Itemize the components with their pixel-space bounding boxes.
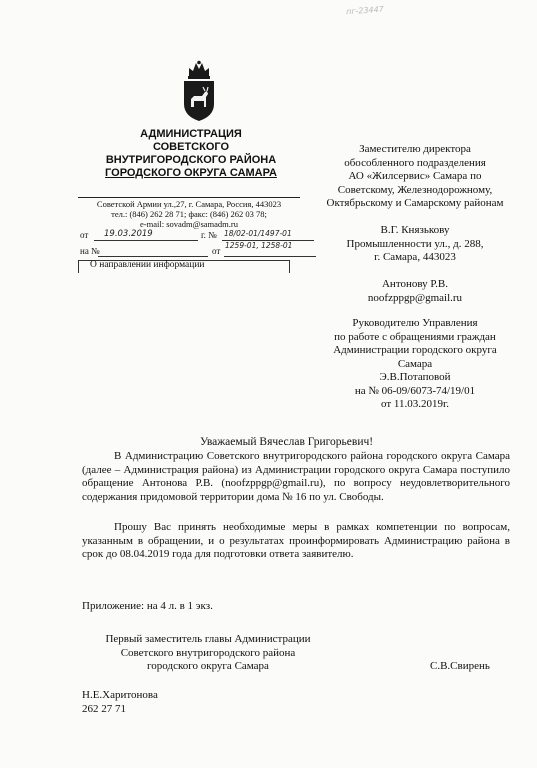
recipient-block-2	[300, 224, 530, 265]
recipient-block-4	[300, 317, 530, 412]
recipient-block-3	[300, 278, 530, 305]
from-date: 19.03.2019	[104, 229, 153, 239]
na-line	[98, 256, 208, 257]
recipient-block-1	[300, 143, 530, 211]
top-stamp: пг-23447	[345, 4, 385, 17]
email-line: e-mail: sovadm@samadm.ru	[140, 219, 238, 229]
recipient-line: Октябрьскому и Самарскому районам	[326, 197, 504, 209]
number-label: г. №	[201, 230, 217, 240]
organization-name	[84, 128, 298, 180]
executor	[82, 688, 158, 716]
signer-line: городского округа Самара	[147, 660, 269, 672]
executor-name: Н.Е.Харитонова	[82, 689, 158, 701]
executor-phone: 262 27 71	[82, 703, 126, 715]
signer-line: Первый заместитель главы Администрации	[105, 633, 311, 645]
paragraph-2	[82, 521, 510, 562]
org-line: АДМИНИСТРАЦИЯ	[140, 128, 242, 140]
recipient-line: г. Самара, 443023	[374, 251, 456, 263]
recipient-line: на № 06-09/6073-74/19/01	[354, 384, 476, 397]
attachment-note: Приложение: на 4 л. в 1 экз.	[82, 600, 213, 612]
subject-line: О направлении информации	[90, 260, 205, 270]
recipient-line: Заместителю директора	[359, 143, 471, 155]
recipient-line: Советскому, Железнодорожному,	[337, 183, 493, 196]
salutation: Уважаемый Вячеслав Григорьевич!	[200, 436, 374, 448]
recipient-line: Э.В.Потаповой	[379, 371, 451, 383]
recipient-email: noofzppgp@gmail.ru	[367, 291, 463, 304]
recipient-line: Промышленности ул., д. 288,	[346, 237, 484, 250]
ot-label: от	[212, 246, 221, 256]
paragraph-text: В Администрацию Советского внутригородского района городского округа Самара (далее – Администрация района) из Администрации городского округа Самара поступило обращение Антонова Р.В. (noofzppgp@gmail.ru), по вопросу неудовлетворительного содержания придомовой территории дома № 16 по ул. Свободы.	[82, 450, 510, 503]
registration-from	[80, 230, 88, 240]
signer-line: Советского внутригородского района	[120, 646, 296, 659]
recipient-line: Администрации городского округа	[333, 344, 497, 356]
signer-title	[88, 633, 328, 674]
address-line: Советской Армии ул.,27, г. Самара, Россия, 443023	[96, 199, 282, 209]
org-line: ВНУТРИГОРОДСКОГО РАЙОНА	[105, 154, 277, 166]
org-line: СОВЕТСКОГО	[152, 141, 230, 153]
recipient-line: обособленного подразделения	[344, 156, 486, 169]
recipient-line: Руководителю Управления	[352, 317, 478, 329]
from-date-line	[94, 240, 198, 241]
recipient-line: от 11.03.2019г.	[380, 398, 450, 410]
from-number: 18/02-01/1497-01	[224, 229, 292, 238]
org-line: ГОРОДСКОГО ОКРУГА САМАРА	[105, 167, 277, 179]
recipient-line: Самара	[397, 357, 433, 370]
phone-line: тел.: (846) 262 28 71; факс: (846) 262 03 78;	[111, 209, 267, 219]
paragraph-text: Прошу Вас принять необходимые меры в рамках компетенции по вопросам, указанным в обращении, и о результатах проинформировать Администрацию района в срок до 08.04.2019 года для подготовки ответа заявителю.	[82, 521, 510, 561]
paragraph-1	[82, 450, 510, 504]
extra-numbers: 1259-01, 1258-01	[225, 241, 293, 250]
recipient-line: по работе с обращениями граждан	[334, 330, 496, 343]
na-label: на №	[80, 246, 100, 256]
organization-address	[78, 197, 300, 229]
recipient-line: АО «Жилсервис» Самара по	[348, 170, 482, 182]
signer-name: С.В.Свирень	[430, 660, 490, 672]
recipient-line: В.Г. Князькову	[380, 224, 450, 236]
recipient-line: Антонову Р.В.	[381, 278, 449, 290]
from-label: от	[80, 230, 89, 240]
samara-coat-of-arms-icon	[180, 60, 218, 122]
